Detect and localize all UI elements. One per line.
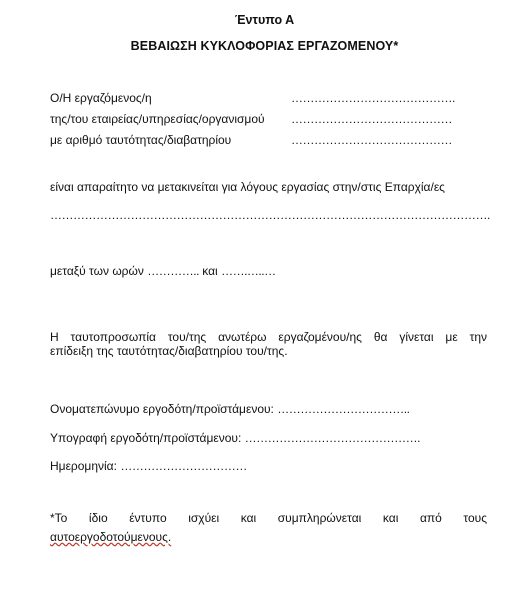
employer-name-field[interactable]: …………………………….. [277,402,410,416]
employee-company-field[interactable]: …………………………………… [291,112,452,126]
identification-line-2: επίδειξη της ταυτότητας/διαβατηρίου του/της. [50,344,288,358]
employer-signature-field[interactable]: ………………………………………. [244,431,421,445]
hours-and: και [202,264,218,278]
province-field[interactable]: ……………………………………………………………………………………………………. [50,208,490,222]
footnote-line-1: *Το ίδιο έντυπο ισχύει και συμπληρώνεται και από τους [50,511,487,525]
employee-company-label: της/του εταιρείας/υπηρεσίας/οργανισμού [50,112,265,126]
hours-from-field[interactable]: ………….. [147,264,199,278]
employer-signature-label: Υπογραφή εργοδότη/προϊστάμενου: [50,431,242,445]
date-label: Ημερομηνία: [50,459,117,473]
identification-line-1: Η ταυτοπροσωπία του/της ανωτέρω εργαζομένου/ης θα γίνεται με την [50,330,487,344]
document-title: ΒΕΒΑΙΩΣΗ ΚΥΚΛΟΦΟΡΙΑΣ ΕΡΓΑΖΟΜΕΝΟΥ* [130,39,399,53]
date-row [50,459,247,473]
employer-name-row [50,402,409,416]
date-field[interactable]: …………………………… [120,459,247,473]
employer-name-label: Ονοματεπώνυμο εργοδότη/προϊστάμενου: [50,402,274,416]
travel-statement: είναι απαραίτητο να μετακινείται για λόγους εργασίας στην/στις Επαρχία/ες [50,180,445,194]
hours-to-field[interactable]: …….…..… [221,264,276,278]
employee-id-field[interactable]: …………………………………… [291,133,452,147]
employee-id-label: με αριθμό ταυτότητας/διαβατηρίου [50,133,232,147]
employee-name-field[interactable]: ……………………………………. [291,91,455,105]
hours-prefix: μεταξύ των ωρών [50,264,144,278]
footnote-line-2: αυτοεργοδοτούμενους. [50,530,172,544]
employee-name-label: Ο/Η εργαζόμενος/η [50,91,152,105]
employer-signature-row [50,431,420,445]
hours-row [50,264,276,278]
form-label: Έντυπο Α [234,13,295,27]
